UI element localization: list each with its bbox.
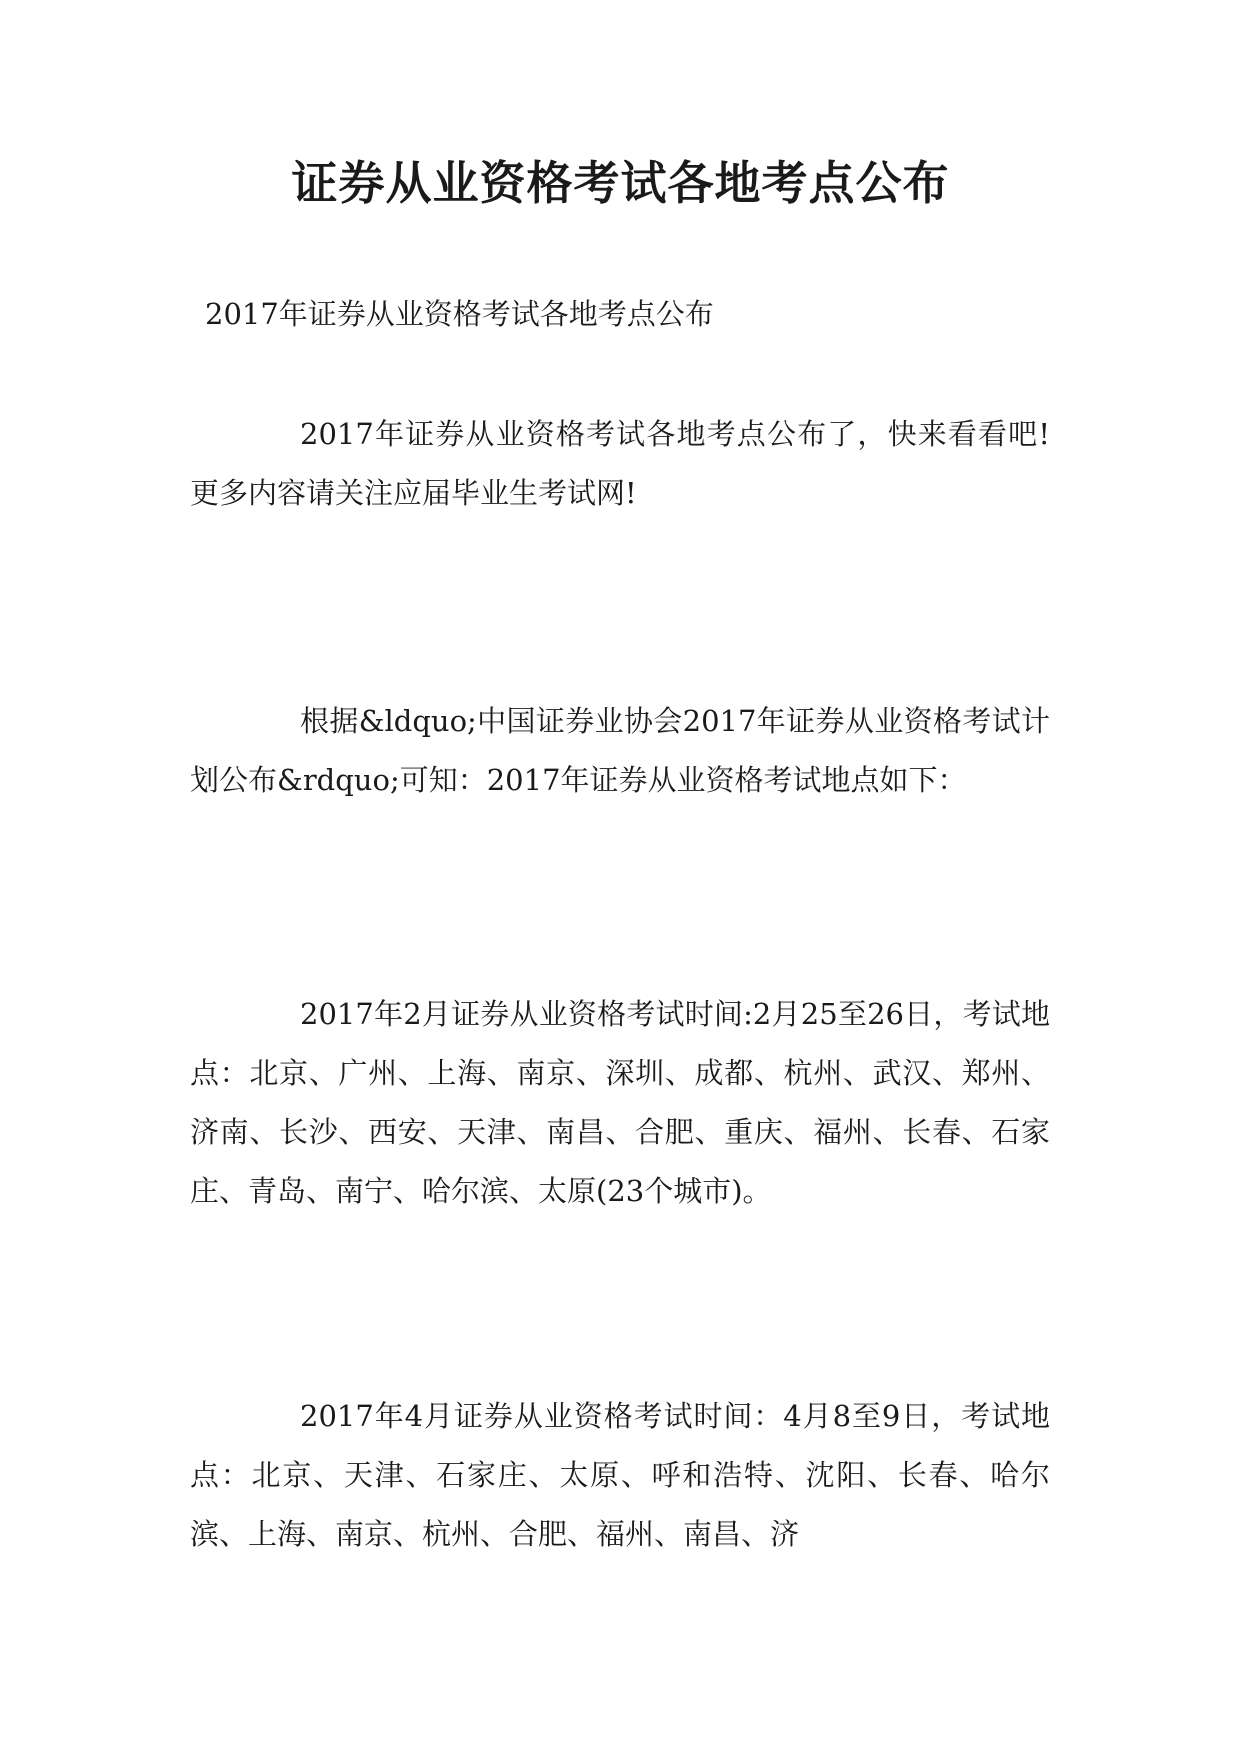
source-paragraph: 根据&ldquo;中国证券业协会2017年证券从业资格考试计划公布&rdquo;可知：2017年证券从业资格考试地点如下： <box>190 704 1050 797</box>
february-exam-paragraph: 2017年2月证券从业资格考试时间:2月25至26日，考试地点：北京、广州、上海、南京、深圳、成都、杭州、武汉、郑州、济南、长沙、西安、天津、南昌、合肥、重庆、福州、长春、石家庄、青岛、南宁、哈尔滨、太原(23个城市)。 <box>190 997 1050 1208</box>
document-subtitle: 2017年证券从业资格考试各地考点公布 <box>205 297 714 331</box>
intro-paragraph: 2017年证券从业资格考试各地考点公布了，快来看看吧!更多内容请关注应届毕业生考试网! <box>190 417 1050 510</box>
april-exam-paragraph: 2017年4月证券从业资格考试时间：4月8至9日，考试地点：北京、天津、石家庄、太原、呼和浩特、沈阳、长春、哈尔滨、上海、南京、杭州、合肥、福州、南昌、济 <box>190 1399 1050 1551</box>
page-title: 证券从业资格考试各地考点公布 <box>291 156 950 210</box>
